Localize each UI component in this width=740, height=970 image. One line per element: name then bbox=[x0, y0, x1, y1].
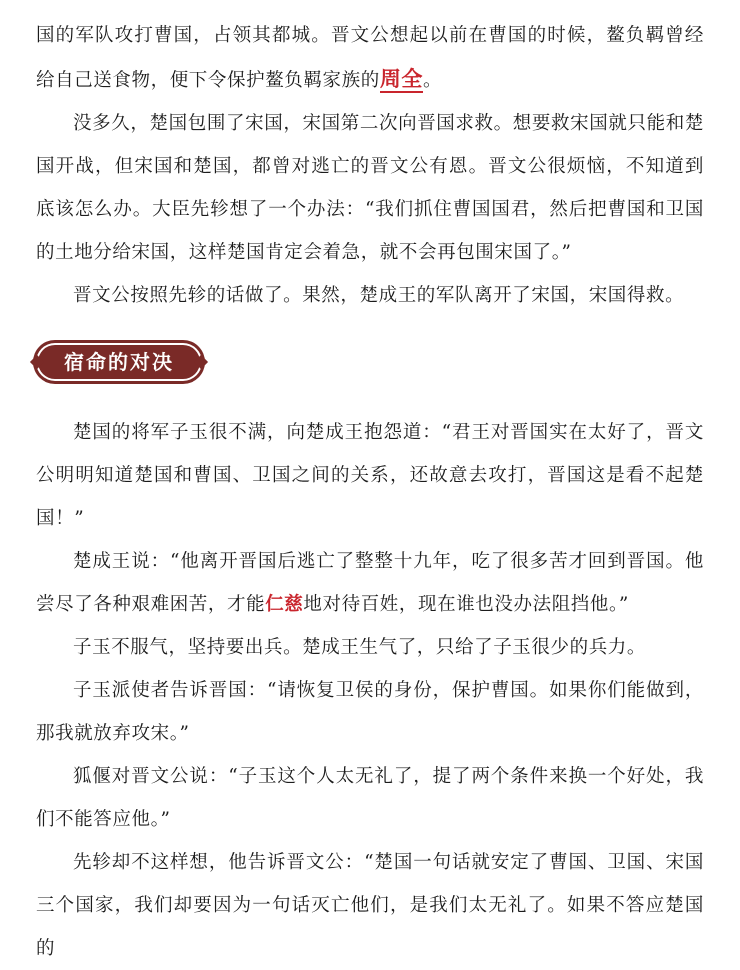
paragraph: 先轸却不这样想，他告诉晋文公：“楚国一句话就安定了曹国、卫国、宋国三个国家，我们却要因为一句话灭亡他们，是我们太无礼了。如果不答应楚国的 bbox=[36, 852, 704, 959]
paragraph-text: 楚成王说：“他离开晋国后逃亡了整整十九年，吃了很多苦才回到晋国。他尝尽了各种艰难困苦，才能 bbox=[36, 551, 704, 615]
emphasized-word: 仁慈 bbox=[265, 594, 304, 615]
paragraph: 狐偃对晋文公说：“子玉这个人太无礼了，提了两个条件来换一个好处，我们不能答应他。” bbox=[36, 766, 704, 830]
paragraph bbox=[36, 540, 704, 626]
paragraph: 子玉不服气，坚持要出兵。楚成王生气了，只给了子玉很少的兵力。 bbox=[73, 637, 647, 658]
section-title: 宿命的对决 bbox=[64, 350, 174, 374]
paragraph: 子玉派使者告诉晋国：“请恢复卫侯的身份，保护曹国。如果你们能做到，那我就放弃攻宋。” bbox=[36, 680, 704, 744]
emphasized-word: 周全 bbox=[379, 66, 424, 91]
section-heading-badge bbox=[36, 343, 202, 381]
paragraph: 楚国的将军子玉很不满，向楚成王抱怨道：“君王对晋国实在太好了，晋文公明明知道楚国和曹国、卫国之间的关系，还故意去攻打，晋国这是看不起楚国！” bbox=[36, 422, 704, 529]
paragraph-continued bbox=[36, 14, 704, 102]
paragraph: 晋文公按照先轸的话做了。果然，楚成王的军队离开了宋国，宋国得救。 bbox=[73, 285, 685, 306]
paragraph: 没多久，楚国包围了宋国，宋国第二次向晋国求救。想要救宋国就只能和楚国开战，但宋国和楚国，都曾对逃亡的晋文公有恩。晋文公很烦恼，不知道到底该怎么办。大臣先轸想了一个办法：“我们抓住曹国国君，然后把曹国和卫国的土地分给宋国，这样楚国肯定会着急，就不会再包围宋国了。” bbox=[36, 113, 704, 263]
document-page bbox=[36, 0, 704, 970]
paragraph-text: 国的军队攻打曹国，占领其都城。晋文公想起以前在曹国的时候，鳌负羁曾经给自己送食物，便下令保护鳌负羁家族的 bbox=[36, 25, 704, 91]
paragraph-text: 地对待百姓，现在谁也没办法阻挡他。” bbox=[303, 594, 629, 615]
paragraph-text: 。 bbox=[423, 70, 443, 91]
